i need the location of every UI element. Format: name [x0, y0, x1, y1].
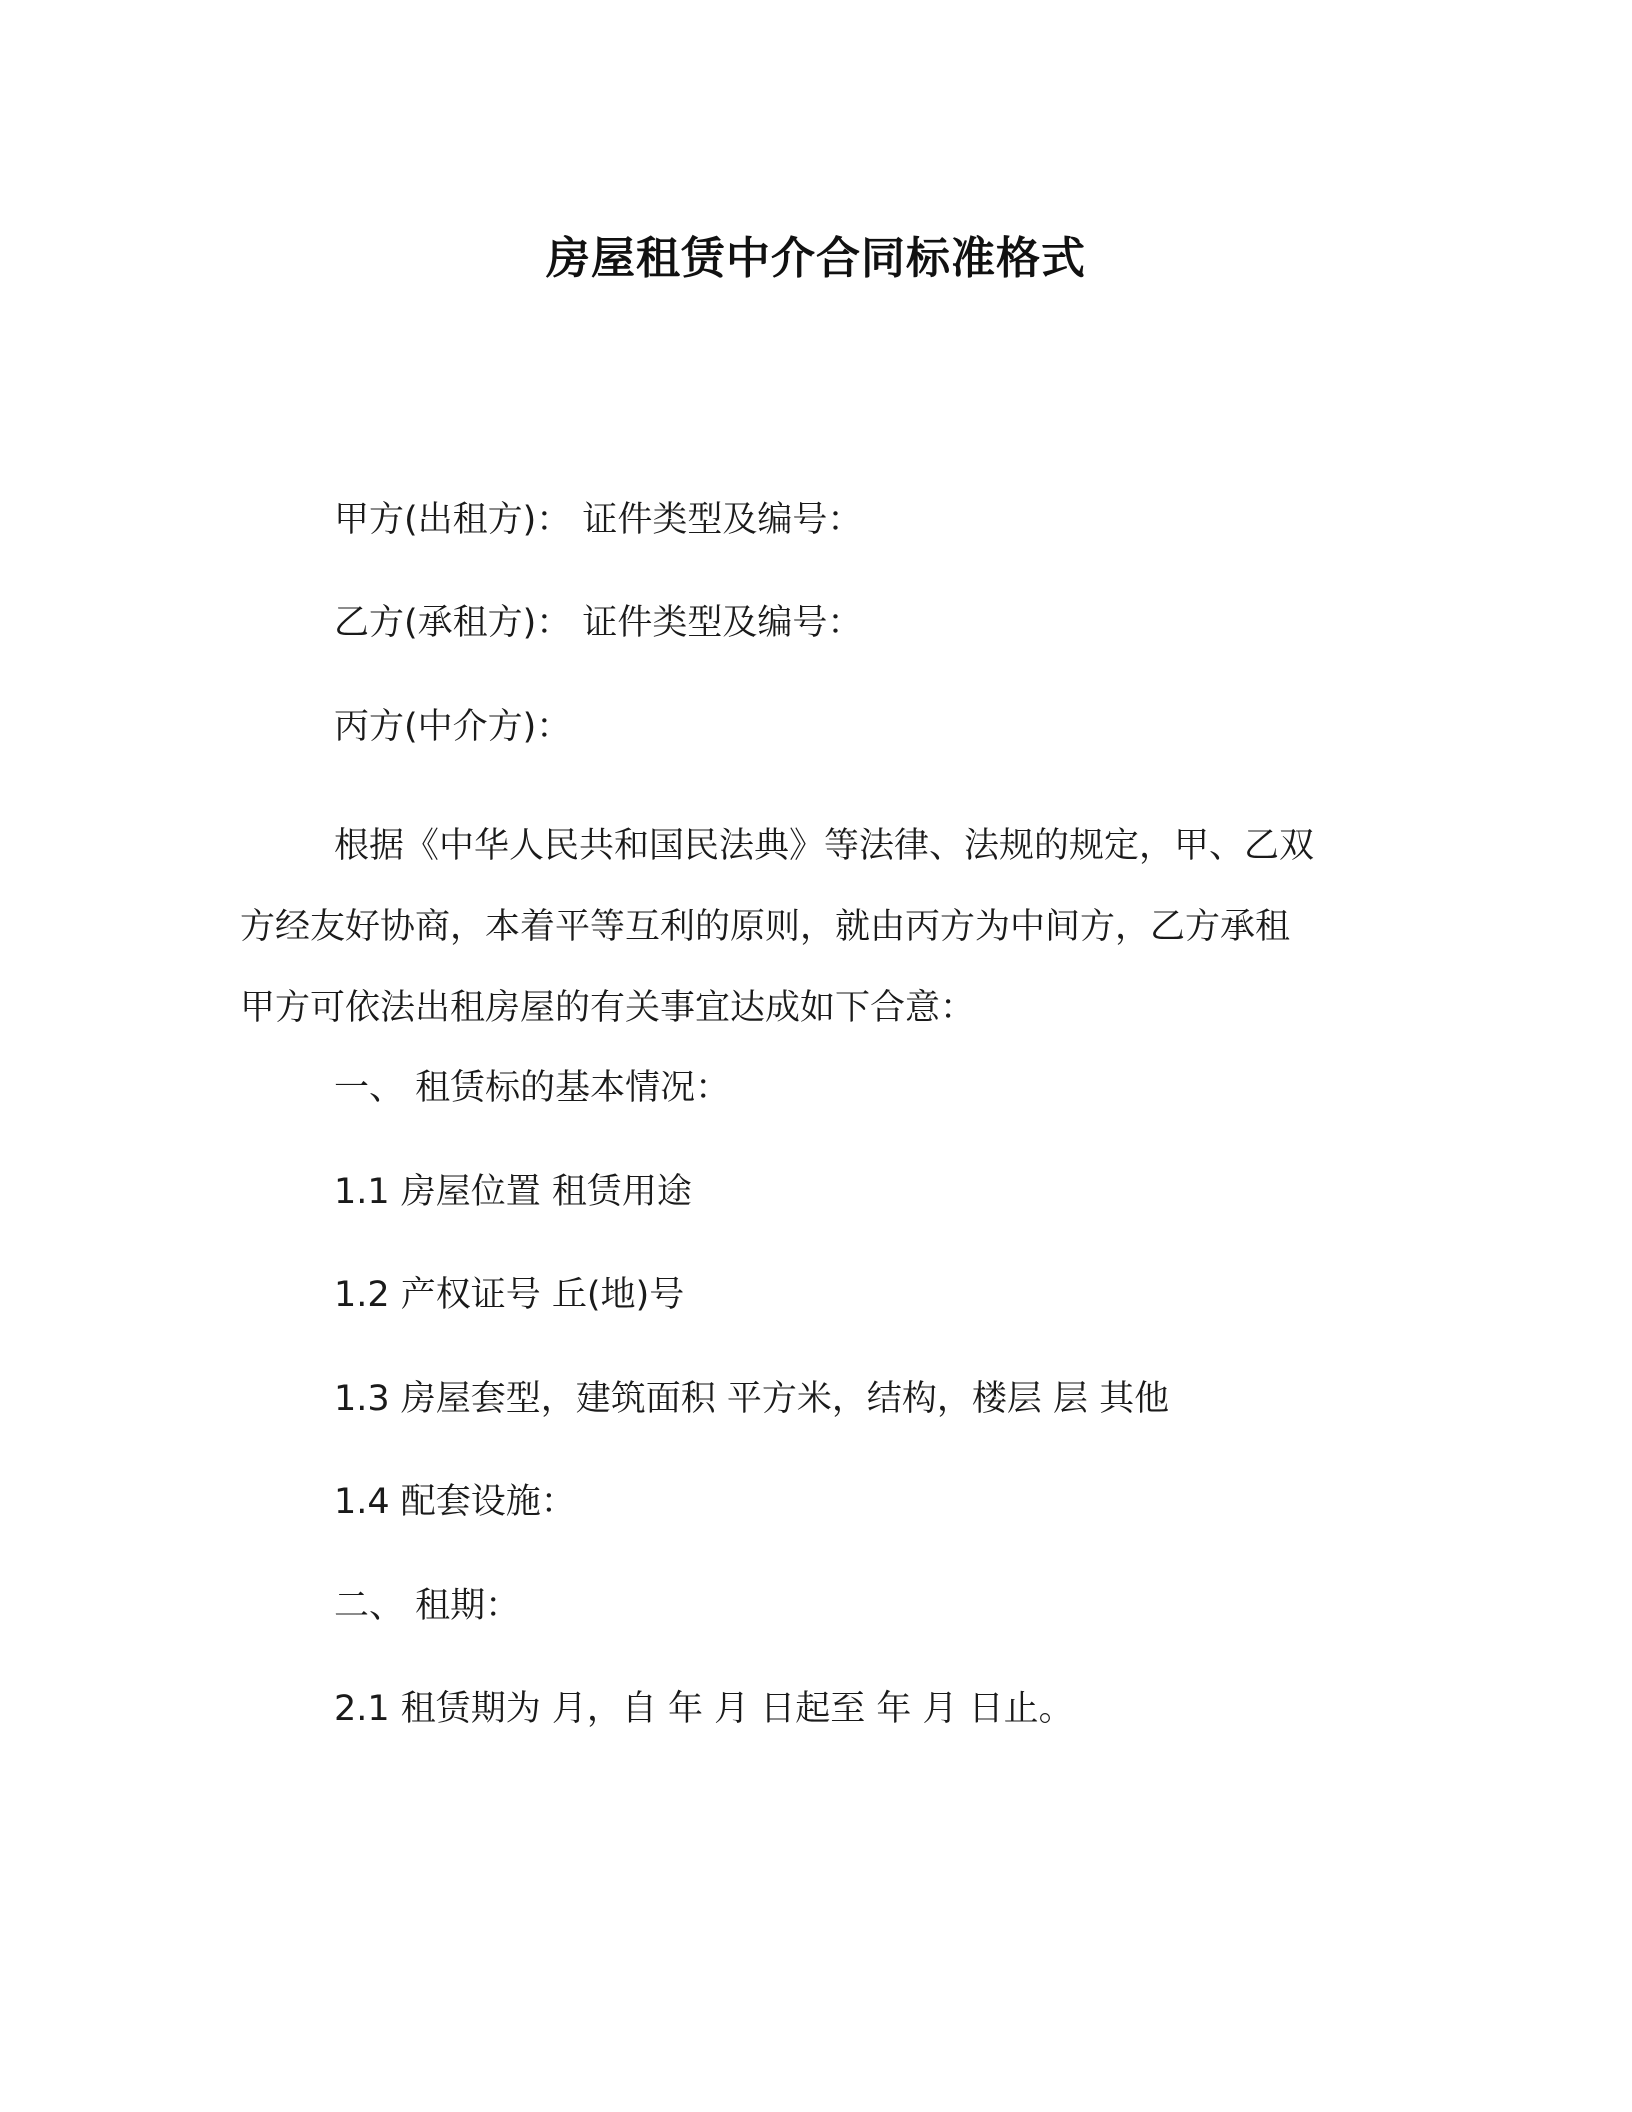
item-1-2: 1.2 产权证号 丘(地)号 [334, 1275, 685, 1315]
document-title: 房屋租赁中介合同标准格式 [546, 233, 1086, 284]
item-2-1: 2.1 租赁期为 月，自 年 月 日起至 年 月 日止。 [334, 1689, 1074, 1729]
preamble-line-3: 甲方可依法出租房屋的有关事宜达成如下合意： [240, 988, 976, 1028]
section-2-heading: 二、 租期： [334, 1586, 521, 1626]
item-1-3: 1.3 房屋套型，建筑面积 平方米，结构，楼层 层 其他 [334, 1379, 1170, 1419]
item-1-1: 1.1 房屋位置 租赁用途 [334, 1172, 692, 1212]
preamble-line-2: 方经友好协商，本着平等互利的原则，就由丙方为中间方，乙方承租 [240, 907, 1291, 947]
party-b-line: 乙方(承租方)： 证件类型及编号： [334, 603, 863, 643]
party-c-line: 丙方(中介方)： [334, 707, 572, 747]
preamble-line-1: 根据《中华人民共和国民法典》等法律、法规的规定，甲、乙双 [334, 826, 1315, 866]
section-1-heading: 一、 租赁标的基本情况： [334, 1068, 731, 1108]
item-1-4: 1.4 配套设施： [334, 1482, 576, 1522]
preamble-paragraph [240, 806, 1390, 1049]
party-a-line: 甲方(出租方)： 证件类型及编号： [334, 500, 863, 540]
